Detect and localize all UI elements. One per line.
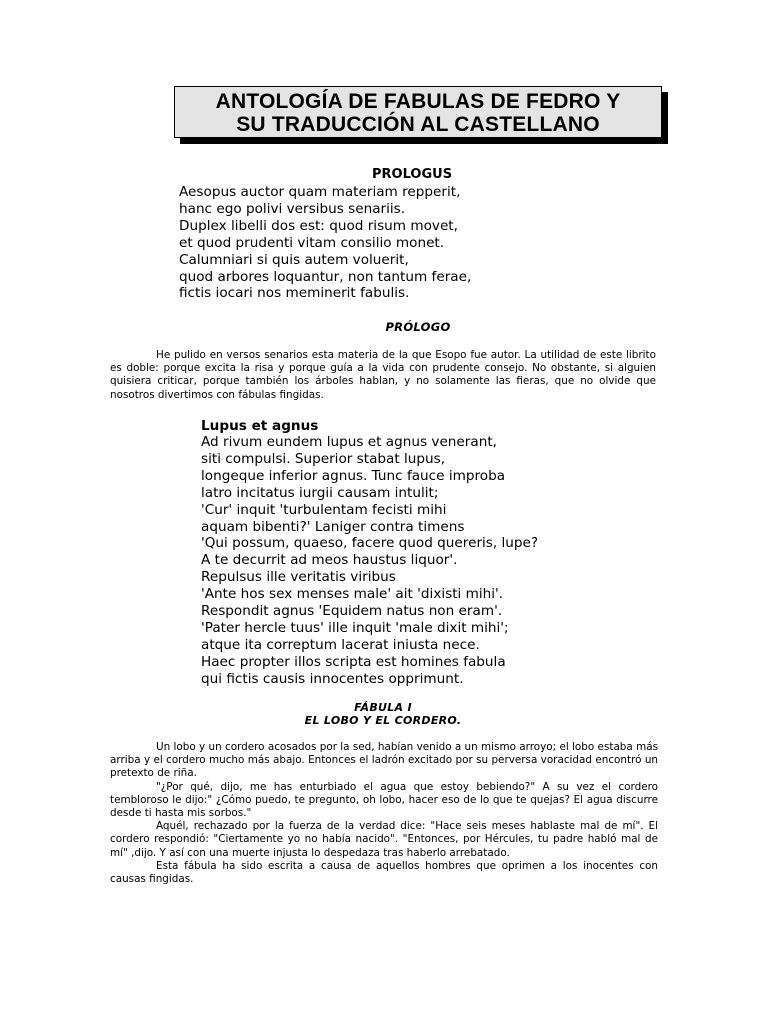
prologo-text: He pulido en versos senarios esta materia de la que Esopo fue autor. La utilidad de este librito es doble: porque excita la risa y porque guía a la vida con prudente consejo. No obstante, si alguien quisiera criticar, porque también los árboles hablan, y no solamente las fieras, que no olvide que nosotros divertimos con fábulas fingidas. bbox=[110, 349, 656, 401]
lupus-verse-line: 'Cur' inquit 'turbulentam fecisti mihi bbox=[201, 501, 447, 518]
prologus-verse-line: hanc ego polivi versibus senariis. bbox=[179, 200, 406, 217]
fabula-paragraph: Aquél, rechazado por la fuerza de la verdad dice: "Hace seis meses hablaste mal de mí". El cordero respondió: "Ciertamente yo no había nacido". "Entonces, por Hércules, tu padre habló mal de mí" ,dijo. Y así con una muerte injusta lo despedaza tras haberlo arrebatado. bbox=[110, 820, 658, 859]
prologus-verse-line: Duplex libelli dos est: quod risum movet, bbox=[179, 217, 458, 234]
lupus-verse-line: Haec propter illos scripta est homines fabula bbox=[201, 653, 506, 670]
prologo-paragraph bbox=[110, 349, 656, 402]
document-title-box bbox=[174, 86, 662, 138]
fabula-heading-1: FÁBULA I bbox=[354, 701, 412, 714]
lupus-verse-line: 'Pater hercle tuus' ille inquit 'male dixit mihi'; bbox=[201, 619, 509, 636]
lupus-verse-line: latro incitatus iurgii causam intulit; bbox=[201, 484, 439, 501]
lupus-verse-line: Ad rivum eundem lupus et agnus venerant, bbox=[201, 434, 497, 450]
fabula-text bbox=[110, 741, 658, 886]
prologus-verse-line: Calumniari si quis autem voluerit, bbox=[179, 251, 409, 268]
lupus-heading: Lupus et agnus bbox=[201, 418, 319, 434]
lupus-verse-line: 'Qui possum, quaeso, facere quod quereris, lupe? bbox=[201, 535, 539, 552]
lupus-verse-line: Repulsus ille veritatis viribus bbox=[201, 569, 396, 586]
fabula-heading-2: EL LOBO Y EL CORDERO. bbox=[304, 714, 462, 727]
prologus-verse-line: quod arbores loquantur, non tantum ferae, bbox=[179, 268, 472, 285]
fabula-paragraph: Un lobo y un cordero acosados por la sed, habían venido a un mismo arroyo; el lobo estaba más arriba y el cordero mucho más abajo. Entonces el ladrón excitado por su perversa voracidad encontró un pretexto de riña. bbox=[110, 741, 658, 780]
prologus-verse-line: fictis iocari nos meminerit fabulis. bbox=[179, 285, 410, 302]
lupus-verse-line: longeque inferior agnus. Tunc fauce improba bbox=[201, 467, 506, 484]
lupus-verse-line: aquam bibenti?' Laniger contra timens bbox=[201, 518, 465, 535]
prologo-heading: PRÓLOGO bbox=[385, 320, 451, 334]
document-title-line-2: SU TRADUCCIÓN AL CASTELLANO bbox=[236, 113, 600, 136]
document-title-line-1: ANTOLOGÍA DE FABULAS DE FEDRO Y bbox=[215, 90, 621, 113]
prologus-verse bbox=[179, 184, 471, 302]
prologus-heading: PROLOGUS bbox=[372, 167, 453, 182]
prologus-verse-line: et quod prudenti vitam consilio monet. bbox=[179, 234, 445, 251]
lupus-verse-line: 'Ante hos sex menses male' ait 'dixisti mihi'. bbox=[201, 586, 504, 603]
lupus-verse-line: siti compulsi. Superior stabat lupus, bbox=[201, 450, 446, 467]
lupus-verse bbox=[201, 434, 538, 688]
prologus-verse-line: Aesopus auctor quam materiam repperit, bbox=[179, 184, 461, 200]
lupus-verse-line: A te decurrit ad meos haustus liquor'. bbox=[201, 552, 458, 569]
fabula-paragraph: "¿Por qué, dijo, me has enturbiado el agua que estoy bebiendo?" A su vez el cordero tembloroso le dijo:" ¿Cómo puedo, te pregunto, oh lobo, hacer eso de lo que te quejas? El agua discurre desde ti hasta mis sorbos." bbox=[110, 780, 658, 820]
fabula-paragraph: Esta fábula ha sido escrita a causa de aquellos hombres que oprimen a los inocentes con causas fingidas. bbox=[110, 859, 658, 886]
lupus-verse-line: qui fictis causis innocentes opprimunt. bbox=[201, 670, 464, 687]
lupus-verse-line: Respondit agnus 'Equidem natus non eram'. bbox=[201, 603, 503, 620]
lupus-verse-line: atque ita correptum lacerat iniusta nece. bbox=[201, 636, 480, 653]
